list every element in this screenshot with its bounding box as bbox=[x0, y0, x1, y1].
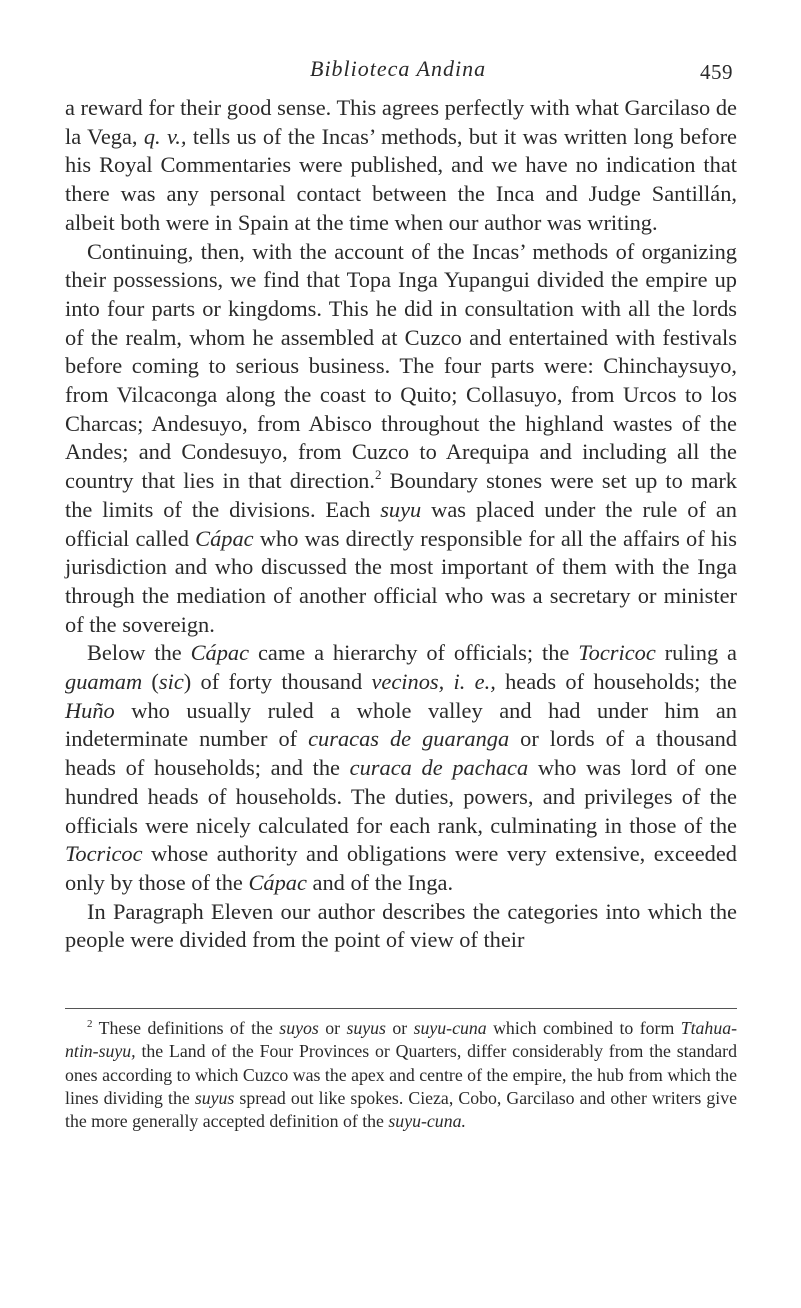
italic-term: suyu-cuna bbox=[413, 1018, 487, 1038]
text-run: tells us of the Incas’ methods, but it was written long before his Royal Commentaries were published, and we have no indication that there was any personal contact between the Inca and Judge Santillán, albeit both were in Spain at the time when our author was writing. bbox=[65, 123, 737, 235]
text-run: or lords of a thousand heads of households; and the bbox=[65, 726, 737, 781]
italic-term: Tocricoc bbox=[65, 841, 143, 867]
italic-term: guamam bbox=[65, 669, 143, 695]
text-run: ) of forty thousand bbox=[183, 669, 372, 695]
footnote-reference: 2 bbox=[87, 1018, 93, 1030]
text-run: heads of households; the bbox=[495, 669, 737, 695]
text-run: Boundary stones were set up to mark the limits of the divisions. Each bbox=[65, 468, 737, 522]
text-run: came a hierarchy of officials; the bbox=[249, 640, 579, 666]
italic-term: Tocricoc bbox=[578, 640, 656, 666]
italic-term: suyus bbox=[194, 1087, 235, 1108]
text-run: Continuing, then, with the account of the Incas’ methods of organizing their possessions, we find that Topa Inga Yupangui divided the empire up into four parts or kingdoms. This he did in consultation with all the lords of the realm, whom he assembled at Cuzco and entertained with festivals before coming to serious business. The four parts were: Chinchaysuyo, from Vilcaconga along the coast to Quito; Collasuyo, from Urcos to los Charcas; Andesuyo, from Abisco throughout the highland wastes of the Andes; and Condesuyo, from Cuzco to Arequipa and including all the country that lies in that direction. bbox=[65, 238, 737, 494]
italic-term: Huño bbox=[65, 697, 115, 723]
footnote-paragraph bbox=[65, 1017, 737, 1133]
text-run: or bbox=[318, 1018, 347, 1038]
italic-term: Cápac bbox=[248, 869, 307, 895]
italic-term: suyu bbox=[380, 496, 422, 522]
italic-term: Cápac bbox=[190, 640, 250, 666]
page-number: 459 bbox=[700, 60, 733, 84]
body-paragraph bbox=[65, 639, 737, 897]
text-run: whose authority and obligations were very extensive, exceeded only by those of the bbox=[65, 841, 737, 895]
italic-term: suyus bbox=[346, 1018, 386, 1038]
italic-term: suyu-cuna. bbox=[388, 1111, 466, 1132]
text-run: which combined to form bbox=[486, 1018, 681, 1038]
text-run: the Land of the Four Provinces or Quarters, differ considerably from the standard ones according to which Cuzco was the apex and centre of the empire, the hub from which the lines dividing the bbox=[65, 1041, 737, 1108]
text-run: These definitions of the bbox=[92, 1018, 280, 1038]
text-run: spread out like spokes. Cieza, Cobo, Garcilaso and other writers give the more generally accepted definition of the bbox=[65, 1087, 738, 1132]
text-run: who was lord of one hundred heads of households. The duties, powers, and privileges of the officials were nicely calculated for each rank, culminating in those of the bbox=[65, 755, 737, 838]
body-paragraph bbox=[65, 898, 737, 955]
main-text bbox=[65, 94, 737, 955]
footnote-reference: 2 bbox=[374, 467, 382, 483]
running-header bbox=[310, 56, 600, 82]
text-run: who usually ruled a whole valley and had under him an indeterminate number of bbox=[65, 697, 737, 752]
running-title: Biblioteca Andina bbox=[310, 56, 487, 81]
italic-term: curaca de pachaca bbox=[349, 755, 529, 781]
italic-term: sic bbox=[158, 669, 184, 695]
body-paragraph bbox=[65, 94, 737, 238]
text-run: Below the bbox=[87, 640, 191, 666]
footnote-divider bbox=[65, 1008, 737, 1009]
text-run: a reward for their good sense. This agrees perfectly with what Garcilaso de la Vega, bbox=[65, 95, 737, 149]
italic-term: curacas de guaranga bbox=[308, 726, 510, 752]
italic-term: suyos bbox=[279, 1018, 319, 1038]
italic-term: vecinos, i. e., bbox=[371, 669, 496, 695]
text-run: ( bbox=[142, 669, 159, 695]
italic-term: Ttahua-ntin-suyu, bbox=[65, 1018, 738, 1062]
italic-term: Cápac bbox=[195, 525, 254, 551]
footnotes bbox=[65, 1017, 737, 1133]
text-run: In Paragraph Eleven our author describes the categories into which the people were divided from the point of view of their bbox=[65, 898, 737, 953]
text-run: or bbox=[385, 1018, 414, 1038]
italic-term: q. v., bbox=[143, 123, 187, 149]
body-paragraph bbox=[65, 238, 737, 640]
text-run: ruling a bbox=[655, 640, 737, 666]
text-run: who was directly responsible for all the affairs of his jurisdiction and who discussed the most important of them with the Inga through the mediation of another official who was a secretary or minister of the sovereign. bbox=[65, 525, 738, 637]
text-run: and of the Inga. bbox=[306, 869, 454, 895]
text-run: was placed under the rule of an official called bbox=[65, 496, 737, 551]
